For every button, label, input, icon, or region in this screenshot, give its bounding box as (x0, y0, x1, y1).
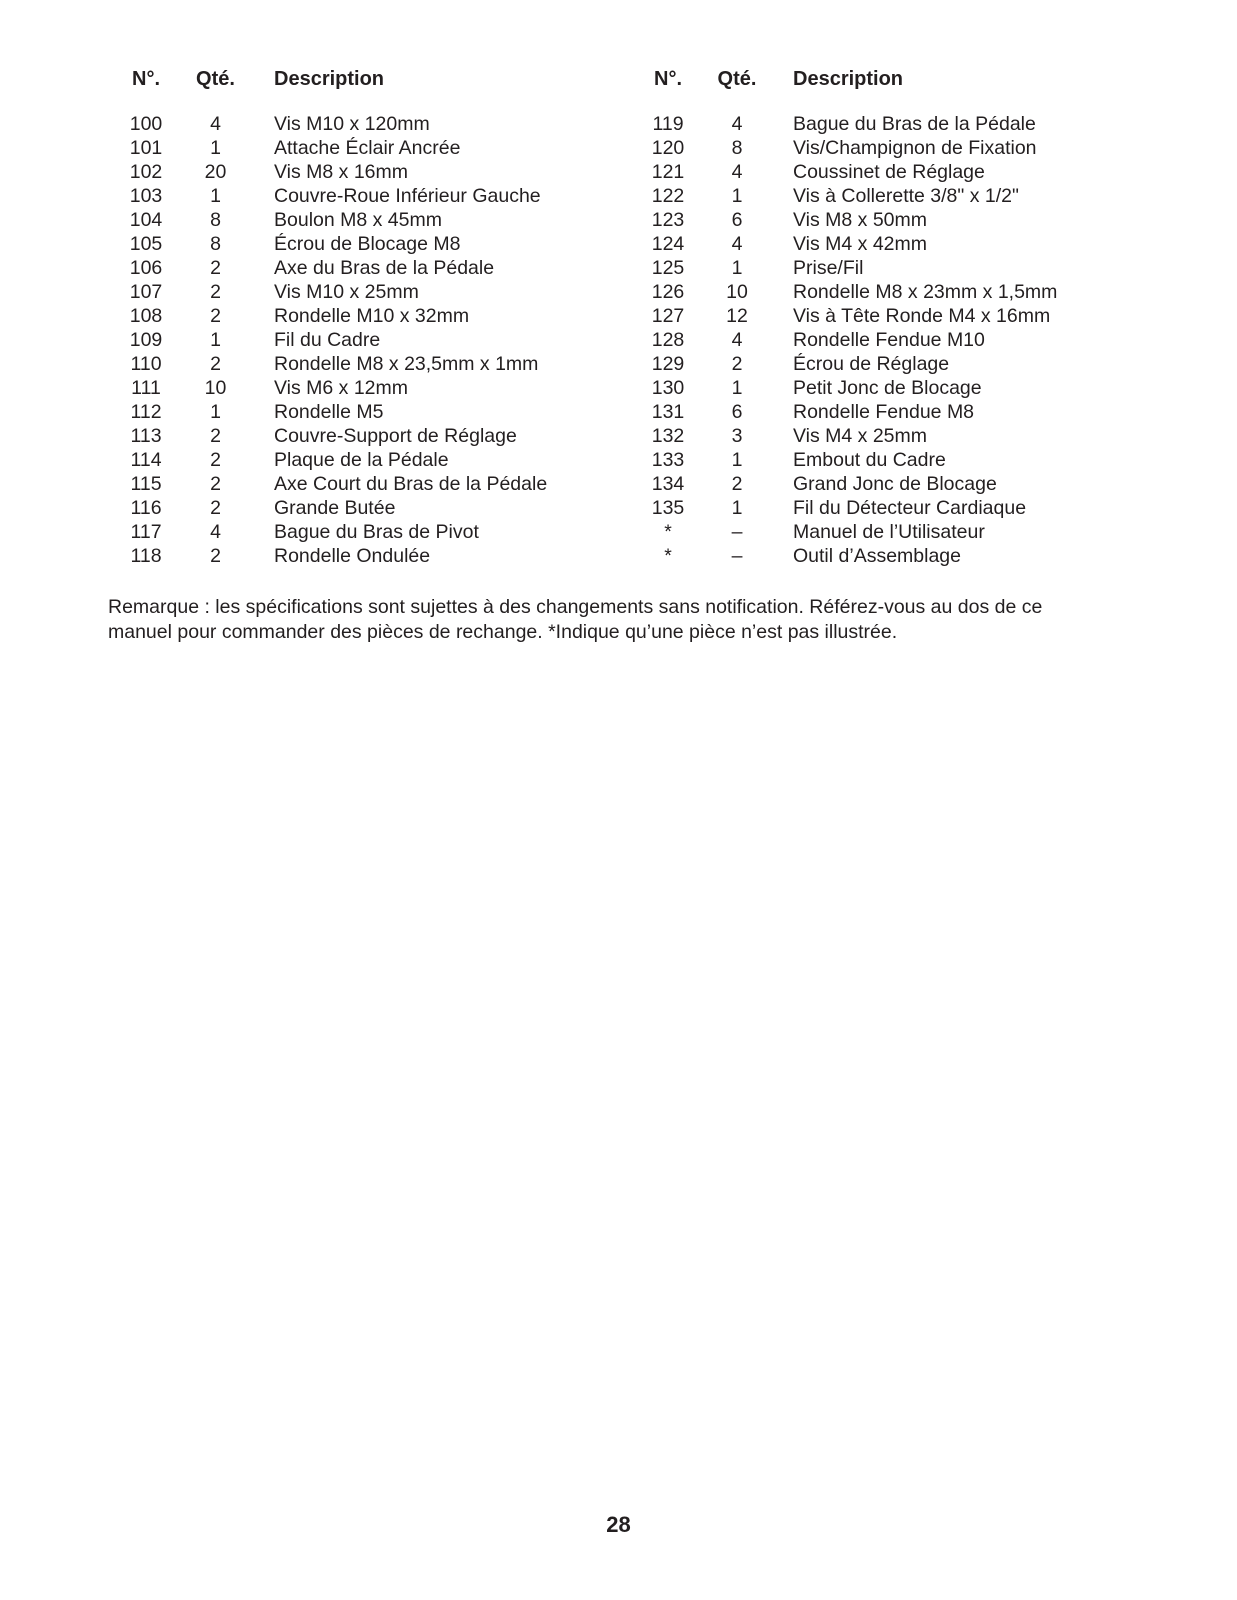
table-row (108, 424, 630, 448)
table-row (630, 352, 1138, 376)
table-row (108, 184, 630, 208)
part-number: 124 (651, 233, 685, 255)
part-quantity: 2 (210, 257, 221, 279)
table-row (108, 472, 630, 496)
table-row (108, 520, 630, 544)
part-quantity: 1 (210, 329, 221, 351)
table-row (630, 328, 1138, 352)
part-quantity: 2 (731, 473, 743, 495)
part-quantity: 4 (210, 113, 221, 135)
part-quantity: 2 (210, 281, 221, 303)
part-quantity: 10 (726, 281, 748, 303)
part-description: Couvre-Roue Inférieur Gauche (274, 185, 541, 207)
part-number: 101 (129, 137, 163, 159)
part-description: Bague du Bras de la Pédale (793, 113, 1036, 135)
table-row (108, 328, 630, 352)
parts-list-table (108, 66, 1138, 568)
part-number: 116 (130, 497, 162, 519)
parts-column-right (630, 66, 1138, 568)
table-row (108, 400, 630, 424)
table-row (108, 448, 630, 472)
part-description: Petit Jonc de Blocage (793, 377, 982, 399)
part-number: 129 (651, 353, 685, 375)
part-number: 103 (129, 185, 163, 207)
part-description: Vis M4 x 25mm (793, 425, 928, 447)
part-quantity: 4 (731, 113, 743, 135)
part-description: Attache Éclair Ancrée (274, 137, 461, 159)
part-description: Grand Jonc de Blocage (793, 473, 997, 495)
part-number: 113 (130, 425, 162, 447)
part-quantity: 2 (210, 545, 221, 567)
part-quantity: 4 (210, 521, 221, 543)
part-number: * (664, 545, 672, 567)
part-number: 114 (130, 449, 162, 471)
part-number: 109 (129, 329, 163, 351)
part-quantity: 2 (210, 353, 221, 375)
part-quantity: 1 (210, 137, 221, 159)
part-description: Fil du Cadre (274, 329, 381, 351)
part-description: Vis à Tête Ronde M4 x 16mm (793, 305, 1051, 327)
table-row (630, 544, 1138, 568)
part-quantity: 4 (731, 233, 743, 255)
part-quantity: 1 (210, 185, 221, 207)
part-quantity: 2 (210, 473, 221, 495)
part-quantity: 1 (731, 185, 743, 207)
part-description: Rondelle Ondulée (274, 545, 431, 567)
part-number: 110 (130, 353, 162, 375)
table-row (630, 424, 1138, 448)
part-number: 120 (651, 137, 685, 159)
table-row (108, 232, 630, 256)
table-header (630, 66, 1138, 104)
header-description: Description (793, 68, 904, 90)
part-description: Rondelle Fendue M8 (793, 401, 975, 423)
header-number: N°. (654, 68, 682, 90)
table-row (630, 496, 1138, 520)
part-quantity: 4 (731, 161, 743, 183)
parts-rows-left (108, 112, 630, 568)
part-description: Écrou de Réglage (793, 353, 950, 375)
part-quantity: 1 (731, 497, 743, 519)
header-quantity: Qté. (717, 68, 757, 90)
header-number: N°. (132, 68, 160, 90)
table-row (630, 136, 1138, 160)
table-row (108, 112, 630, 136)
part-description: Axe Court du Bras de la Pédale (274, 473, 548, 495)
part-quantity: 6 (731, 401, 743, 423)
part-description: Rondelle M5 (274, 401, 384, 423)
part-quantity: – (731, 521, 743, 543)
part-number: * (664, 521, 672, 543)
part-quantity: 20 (204, 161, 227, 183)
part-number: 123 (651, 209, 685, 231)
part-number: 126 (651, 281, 685, 303)
table-row (630, 376, 1138, 400)
part-description: Vis M4 x 42mm (793, 233, 928, 255)
part-description: Vis M10 x 25mm (274, 281, 419, 303)
part-quantity: 3 (731, 425, 743, 447)
part-description: Fil du Détecteur Cardiaque (793, 497, 1027, 519)
part-number: 118 (130, 545, 162, 567)
part-description: Outil d’Assemblage (793, 545, 961, 567)
part-number: 102 (129, 161, 163, 183)
part-number: 108 (129, 305, 163, 327)
part-number: 112 (130, 401, 162, 423)
part-number: 104 (129, 209, 163, 231)
part-quantity: 2 (210, 305, 221, 327)
part-description: Vis M10 x 120mm (274, 113, 430, 135)
table-row (630, 112, 1138, 136)
part-number: 111 (131, 377, 161, 399)
table-row (630, 448, 1138, 472)
header-description: Description (274, 68, 385, 90)
table-row (108, 496, 630, 520)
part-number: 132 (651, 425, 685, 447)
parts-column-left (108, 66, 630, 568)
part-description: Rondelle M8 x 23,5mm x 1mm (274, 353, 539, 375)
header-quantity: Qté. (196, 68, 235, 90)
part-quantity: 4 (731, 329, 743, 351)
table-row (630, 520, 1138, 544)
table-row (108, 208, 630, 232)
part-number: 128 (651, 329, 685, 351)
part-description: Bague du Bras de Pivot (274, 521, 479, 543)
table-row (108, 160, 630, 184)
part-quantity: 1 (731, 377, 743, 399)
table-row (108, 304, 630, 328)
parts-rows-right (630, 112, 1138, 568)
part-number: 117 (130, 521, 162, 543)
table-header (108, 66, 630, 104)
part-quantity: 8 (731, 137, 743, 159)
part-description: Vis/Champignon de Fixation (793, 137, 1037, 159)
part-number: 130 (651, 377, 685, 399)
part-quantity: 6 (731, 209, 743, 231)
part-quantity: 2 (210, 425, 221, 447)
part-description: Embout du Cadre (793, 449, 946, 471)
table-row (630, 256, 1138, 280)
part-quantity: 1 (210, 401, 221, 423)
table-row (630, 472, 1138, 496)
part-number: 127 (651, 305, 685, 327)
part-number: 121 (651, 161, 685, 183)
part-quantity: 8 (210, 209, 221, 231)
part-number: 134 (651, 473, 685, 495)
table-row (108, 256, 630, 280)
table-row (108, 280, 630, 304)
part-description: Vis M8 x 16mm (274, 161, 409, 183)
part-description: Coussinet de Réglage (793, 161, 985, 183)
part-description: Axe du Bras de la Pédale (274, 257, 495, 279)
part-description: Rondelle Fendue M10 (793, 329, 985, 351)
table-row (630, 400, 1138, 424)
part-description: Boulon M8 x 45mm (274, 209, 442, 231)
part-number: 135 (651, 497, 685, 519)
part-quantity: 12 (726, 305, 748, 327)
part-number: 107 (129, 281, 163, 303)
table-row (108, 544, 630, 568)
part-quantity: – (731, 545, 743, 567)
table-row (630, 208, 1138, 232)
part-number: 119 (652, 113, 684, 135)
part-description: Couvre-Support de Réglage (274, 425, 517, 447)
part-number: 106 (129, 257, 163, 279)
part-description: Écrou de Blocage M8 (274, 233, 461, 255)
part-description: Grande Butée (274, 497, 396, 519)
part-number: 100 (129, 113, 163, 135)
table-row (108, 376, 630, 400)
part-description: Vis à Collerette 3/8" x 1/2" (793, 185, 1019, 207)
part-description: Rondelle M8 x 23mm x 1,5mm (793, 281, 1058, 303)
part-quantity: 2 (210, 497, 221, 519)
table-row (630, 160, 1138, 184)
part-description: Plaque de la Pédale (274, 449, 449, 471)
part-description: Vis M6 x 12mm (274, 377, 409, 399)
table-row (630, 280, 1138, 304)
part-number: 125 (651, 257, 685, 279)
table-row (108, 136, 630, 160)
page-number: 28 (606, 1512, 631, 1537)
part-quantity: 10 (204, 377, 227, 399)
part-number: 122 (651, 185, 685, 207)
table-row (630, 304, 1138, 328)
part-quantity: 8 (210, 233, 221, 255)
part-description: Vis M8 x 50mm (793, 209, 928, 231)
part-quantity: 1 (731, 257, 743, 279)
part-description: Prise/Fil (793, 257, 864, 279)
remark-note: Remarque : les spécifications sont sujettes à des changements sans notification. Référez-vous au dos de ce manuel pour commander des pièces de rechange. *Indique qu’une pièce n’est pas illustrée. (108, 596, 1043, 643)
part-quantity: 2 (731, 353, 743, 375)
table-row (630, 232, 1138, 256)
part-quantity: 2 (210, 449, 221, 471)
part-number: 133 (651, 449, 685, 471)
table-row (630, 184, 1138, 208)
part-description: Rondelle M10 x 32mm (274, 305, 470, 327)
part-number: 115 (130, 473, 162, 495)
part-description: Manuel de l’Utilisateur (793, 521, 985, 543)
part-number: 131 (651, 401, 685, 423)
part-number: 105 (129, 233, 163, 255)
part-quantity: 1 (731, 449, 743, 471)
table-row (108, 352, 630, 376)
